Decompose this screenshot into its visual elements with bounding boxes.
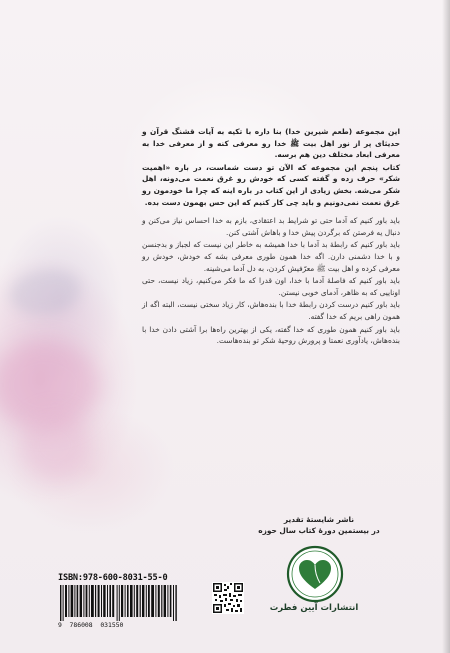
description-paragraph: این مجموعه (طعم شیرین خدا) بنا داره با تکیه به آیات قشنگ قرآن و حدیثای پر از نور اهل بیت ﷺ خدا رو معرفی کنه و از معرفی خدا به معرفی ابعاد مختلف دین هم برسه.: [142, 127, 400, 160]
isbn-text: ISBN:978-600-8031-55-0: [58, 573, 168, 583]
qr-code-icon: [212, 582, 244, 614]
cover-edge-shadow: [442, 0, 450, 653]
description-paragraph: کتاب پنجم این مجموعه که الآن تو دست شماست، در باره «اهمیت شکر» حرف زده و گفته کسی که خودش رو غرق نعمت می‌دونه، اهل شکر می‌شه. بخش زیادی از این کتاب در باره اینه که چرا ما خودمون رو غرق نعمت نمی‌دونیم و باید چی کار کنیم که این حس بهمون دست بده.: [142, 162, 400, 207]
description-paragraph: باید باور کنیم که رابطهٔ بد آدما با خدا همیشه به خاطر این نیست که لجباز و بدجنسن و با خدا دشمنی دارن. اگه خدا همون طوری معرفی بشه که خودش، خودش رو معرفی کرده و اهل بیت ﷺ معرّفیش کردن، به دل آدما می‌شینه.: [142, 240, 400, 273]
award-line-1: ناشر شایستهٔ تقدیر: [283, 515, 355, 524]
watercolor-leaf-decoration: [10, 270, 80, 315]
description-paragraph: باید باور کنیم که فاصلهٔ آدما با خدا، اون قدرا که ما فکر می‌کنیم، زیاد نیست، حتی اوناییی که به ظاهر، آدمای خوبی نیستن.: [142, 276, 400, 297]
award-line-2: در بیستمین دورهٔ کتاب سال حوزه: [258, 526, 380, 535]
description-text: [142, 126, 400, 348]
description-paragraph: باید باور کنیم که آدما حتی تو شرایط بد اعتقادی، بازم به خدا احساس نیاز می‌کنن و دنبال یه فرصتن که برگردن پیش خدا و باهاش آشتی کنن.: [142, 216, 400, 237]
barcode-icon: [60, 585, 178, 621]
publisher-logo-label: انتشارات آیین فطرت: [269, 603, 359, 613]
description-paragraph: باید باور کنیم همون طوری که خدا گفته، یکی از بهترین راه‌ها برا آشتی دادن خدا با بنده‌هاش، یادآوری نعمتا و پرورش روحیهٔ شکر تو بنده‌هاست.: [142, 324, 400, 346]
description-paragraph: باید باور کنیم درست کردن رابطهٔ خدا با بنده‌هاش، کار زیاد سختی نیست، البته اگه از همون راهی بریم که خدا گفته.: [142, 300, 400, 321]
green-heart-badge-icon: [286, 545, 344, 603]
publisher-award-note: [244, 514, 394, 536]
barcode-digits: 9 786008 031550: [58, 621, 124, 629]
watercolor-petal-decoration: [20, 410, 90, 480]
